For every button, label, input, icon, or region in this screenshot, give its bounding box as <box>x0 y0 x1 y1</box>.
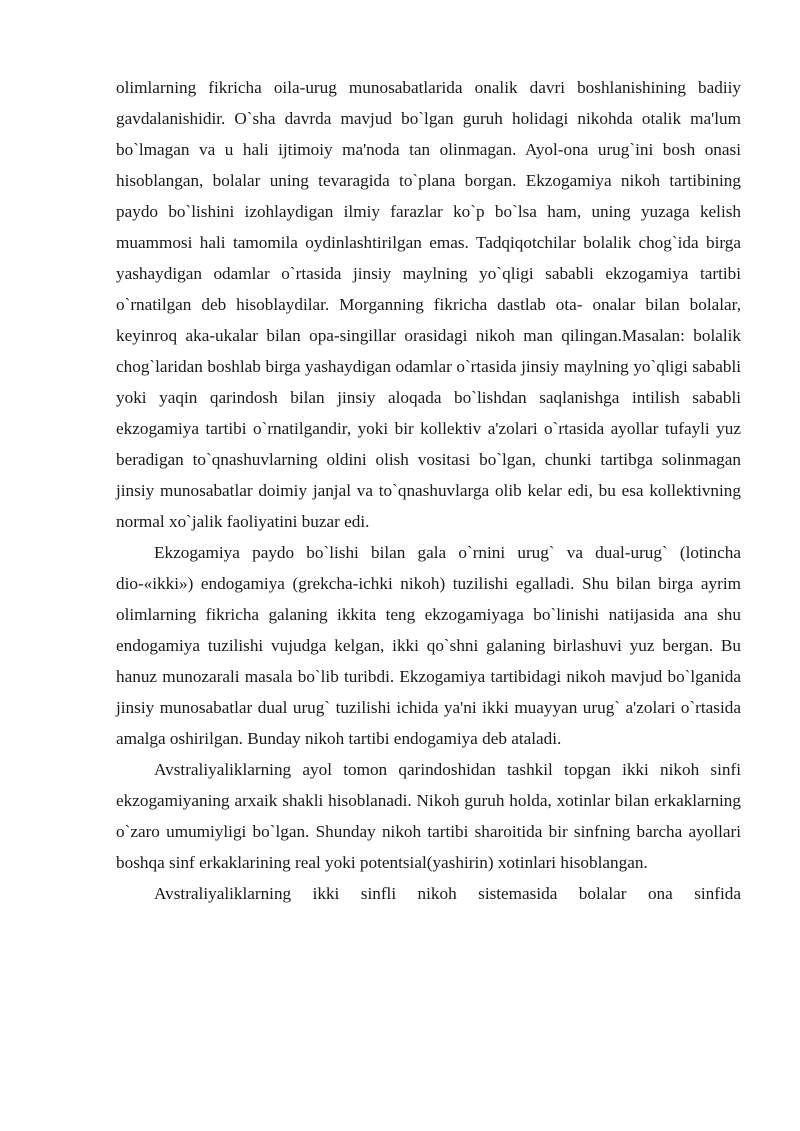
paragraph-4: Avstraliyaliklarning ikki sinfli nikoh sistemasida bolalar ona sinfida <box>154 884 741 903</box>
paragraph-1: olimlarning fikricha oila-urug munosabatlarida onalik davri boshlanishining badiiy gavdalanishidir. O`sha davrda mavjud bo`lgan guruh holidagi nikohda otalik ma'lum bo`lmagan va u hali ijtimoiy ma'noda tan olinmagan. Ayol-ona urug`ini bosh onasi hisoblangan, bolalar uning tevaragida to`plana borgan. Ekzogamiya nikoh tartibining paydo bo`lishini izohlaydigan ilmiy farazlar ko`p bo`lsa ham, uning yuzaga kelish muammosi hali tamomila oydinlashtirilgan emas. Tadqiqotchilar bolalik chog`ida birga yashaydigan odamlar o`rtasida jinsiy maylning yo`qligi sababli ekzogamiya tartibi o`rnatilgan deb hisoblaydilar. Morganning fikricha dastlab ota- onalar bilan bolalar, keyinroq aka-ukalar bilan opa-singillar orasidagi nikoh man qilingan.Masalan: bolalik chog`laridan boshlab birga yashaydigan odamlar o`rtasida jinsiy maylning yo`qligi sababli yoki yaqin qarindosh bilan jinsiy aloqada bo`lishdan saqlanishga intilish sababli ekzogamiya tartibi o`rnatilgandir, yoki bir kollektiv a'zolari o`rtasida ayollar tufayli yuz beradigan to`qnashuvlarning oldini olish vositasi bo`lgan, chunki tartibga solinmagan jinsiy munosabatlar doimiy janjal va to`qnashuvlarga olib kelar edi, bu esa kollektivning normal xo`jalik faoliyatini buzar edi. <box>116 78 741 531</box>
paragraph-2: Ekzogamiya paydo bo`lishi bilan gala o`rnini urug` va dual-urug` (lotincha dio-«ikki») endogamiya (grekcha-ichki nikoh) tuzilishi egalladi. Shu bilan birga ayrim olimlarning fikricha galaning ikkita teng ekzogamiyaga bo`linishi natijasida ana shu endogamiya tuzilishi vujudga kelgan, ikki qo`shni galaning birlashuvi yuz bergan. Bu hanuz munozarali masala bo`lib turibdi. Ekzogamiya tartibidagi nikoh mavjud bo`lganida jinsiy munosabatlar dual urug` tuzilishi ichida ya'ni ikki muayyan urug` a'zolari o`rtasida amalga oshirilgan. Bunday nikoh tartibi endogamiya deb ataladi. <box>116 543 741 748</box>
document-page <box>116 72 741 909</box>
paragraph-3: Avstraliyaliklarning ayol tomon qarindoshidan tashkil topgan ikki nikoh sinfi ekzogamiyaning arxaik shakli hisoblanadi. Nikoh guruh holda, xotinlar bilan erkaklarning o`zaro umumiyligi bo`lgan. Shunday nikoh tartibi sharoitida bir sinfning barcha ayollari boshqa sinf erkaklarining real yoki potentsial(yashirin) xotinlari hisoblangan. <box>116 760 741 872</box>
